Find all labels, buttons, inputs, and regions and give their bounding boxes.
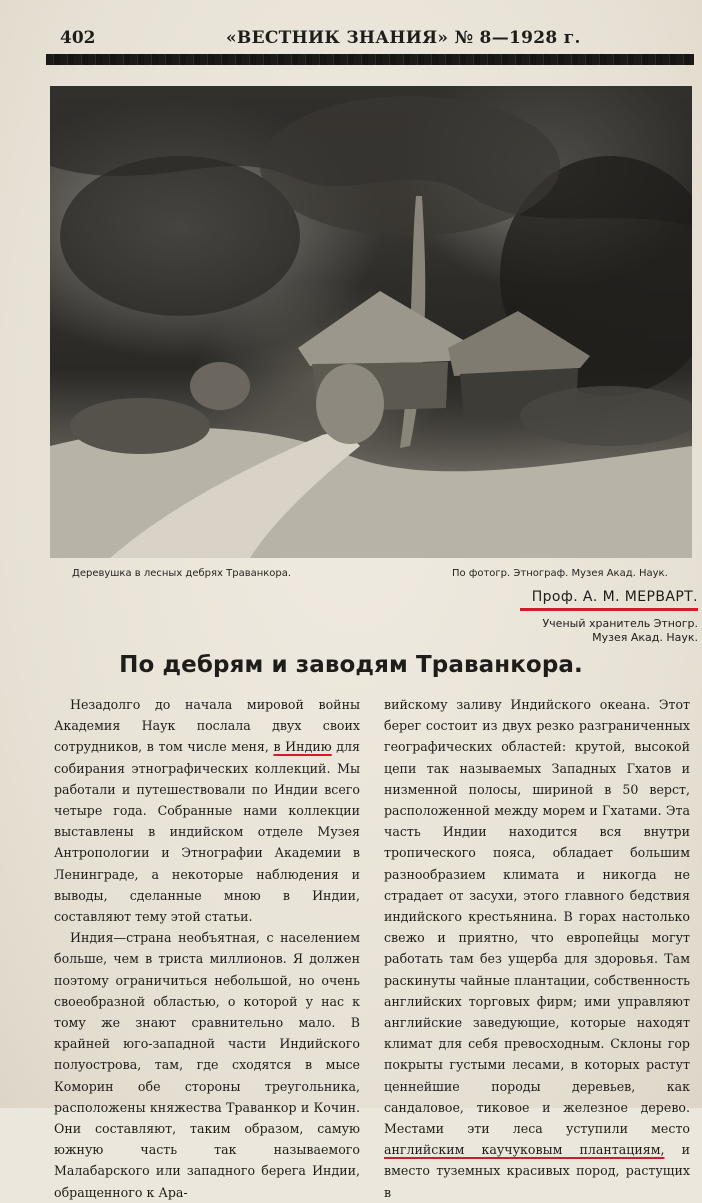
photo-illustration [50, 86, 692, 558]
paragraph: Индия—страна необъятная, с населением больше, чем в триста миллионов. Я должен поэтому ограничиться небольшой, но очень своеобразной областью, о которой у нас к тому же знают сравнительно мало. В крайней юго-западной части Индийского полуострова, там, где сходятся в мысе Коморин обе стороны треугольника, расположены княжества Траванкор и Кочин. Они составляют, таким образом, самую южную часть так называемого Малабарского или западного берега Индии, обращенного к Ара- [54, 930, 360, 1200]
header-rule [46, 54, 694, 65]
running-head: «ВЕСТНИК ЗНАНИЯ» № 8—1928 г. [226, 28, 581, 48]
author-name: Проф. А. М. МЕРВАРТ. [520, 588, 698, 611]
forest-village-photo [50, 86, 692, 558]
author-title [520, 617, 698, 645]
highlighted-text: в Индию [273, 739, 332, 755]
paragraph [54, 694, 360, 927]
page-header [48, 22, 694, 52]
author-block [520, 588, 698, 645]
highlighted-text: английским каучуковым плантациям, [384, 1142, 665, 1158]
article-column-left [54, 694, 360, 1203]
paragraph [384, 694, 690, 1203]
article-column-right [384, 694, 690, 1203]
paragraph-text: для собирания этнографических коллекций. Мы работали и путешествовали по Индии всего четыре года. Собранные нами коллекции выставлены в индийском отделе Музея Антропологии и Этнографии Академии в Ленинграде, а некоторые наблюдения и выводы, сделанные мною в Индии, составляют тему этой статьи. [54, 739, 360, 925]
paragraph-text: и вместо туземных красивых пород, растущих в [384, 1142, 690, 1200]
author-title-line: Музея Акад. Наук. [592, 631, 698, 644]
author-title-line: Ученый хранитель Этногр. [542, 617, 698, 630]
article-title: По дебрям и заводям Траванкора. [119, 652, 583, 678]
paragraph-text: вийскому заливу Индийского океана. Этот берег состоит из двух резко разграниченных географических областей: крутой, высокой цепи так называемых Западных Гхатов и низменной полосы, шириной в 50 верст, расположенной между морем и Гхатами. Эта часть Индии находится вся внутри тропического пояса, обладает большим разнообразием климата и никогда не страдает от засухи, этого главного бедствия индийского крестьянина. В горах настолько свежо и приятно, что европейцы могут работать там без ущерба для здоровья. Там раскинуты чайные плантации, собственность английских торговых фирм; ими управляют английские заведующие, которые находят климат для себя превосходным. Склоны гор покрыты густыми лесами, в которых растут ценнейшие породы деревьев, как сандаловое, тиковое и железное дерево. Местами эти леса уступили место [384, 697, 690, 1137]
photo-credit: По фотогр. Этнограф. Музея Акад. Наук. [452, 568, 668, 579]
page-number: 402 [60, 28, 96, 48]
paragraph-text: Незадолго до начала мировой войны Академия Наук послала двух своих сотрудников, в том числе меня, [54, 697, 360, 755]
photo-caption: Деревушка в лесных дебрях Траванкора. [72, 568, 292, 579]
